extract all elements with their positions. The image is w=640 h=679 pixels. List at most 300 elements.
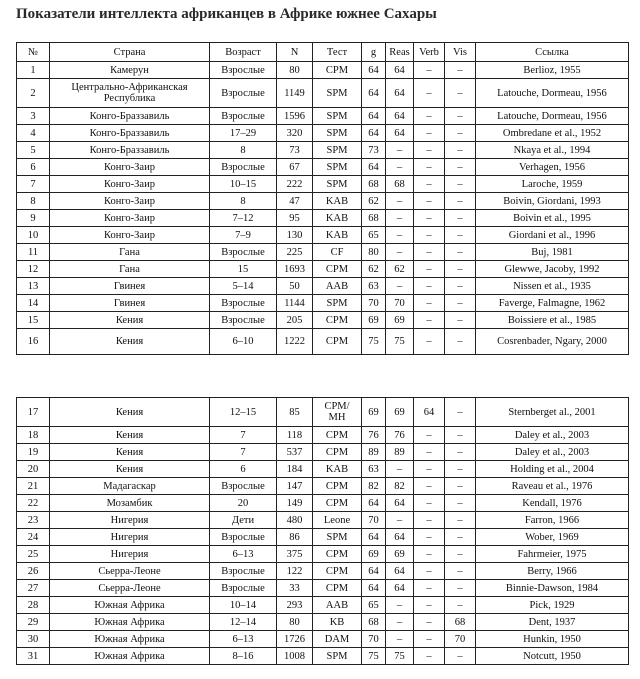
cell-vis: – [445, 398, 476, 427]
cell-reas: 69 [386, 398, 414, 427]
cell-reference: Glewwe, Jacoby, 1992 [476, 261, 629, 278]
cell-reas: – [386, 461, 414, 478]
cell-test: SPM [313, 159, 362, 176]
cell-g: 73 [362, 142, 386, 159]
cell-number: 3 [17, 108, 50, 125]
cell-age: 7 [210, 427, 277, 444]
cell-age: 8 [210, 142, 277, 159]
cell-n: 205 [277, 312, 313, 329]
cell-test: CPM [313, 312, 362, 329]
cell-test: CPM [313, 478, 362, 495]
cell-vis: – [445, 62, 476, 79]
cell-n: 225 [277, 244, 313, 261]
cell-test: KAB [313, 210, 362, 227]
cell-reas: 70 [386, 295, 414, 312]
cell-n: 80 [277, 62, 313, 79]
cell-country: Конго-Браззавиль [50, 125, 210, 142]
cell-g: 69 [362, 546, 386, 563]
cell-reas: 69 [386, 546, 414, 563]
table-row [17, 210, 629, 227]
cell-verb: – [414, 444, 445, 461]
cell-number: 29 [17, 614, 50, 631]
cell-n: 95 [277, 210, 313, 227]
cell-country: Кения [50, 329, 210, 355]
cell-reas: 64 [386, 563, 414, 580]
cell-number: 11 [17, 244, 50, 261]
cell-reference: Giordani et al., 1996 [476, 227, 629, 244]
cell-number: 2 [17, 79, 50, 108]
cell-reas: – [386, 278, 414, 295]
cell-reference: Berry, 1966 [476, 563, 629, 580]
cell-test: CPM [313, 546, 362, 563]
cell-vis: – [445, 108, 476, 125]
cell-vis: – [445, 244, 476, 261]
cell-g: 64 [362, 125, 386, 142]
cell-verb: – [414, 495, 445, 512]
cell-reference: Sternberget al., 2001 [476, 398, 629, 427]
cell-vis: – [445, 142, 476, 159]
cell-age: Взрослые [210, 159, 277, 176]
table-row [17, 159, 629, 176]
cell-g: 89 [362, 444, 386, 461]
cell-n: 1693 [277, 261, 313, 278]
cell-vis: 68 [445, 614, 476, 631]
cell-g: 64 [362, 62, 386, 79]
cell-number: 17 [17, 398, 50, 427]
cell-age: Взрослые [210, 79, 277, 108]
cell-vis: – [445, 427, 476, 444]
cell-age: 8–16 [210, 648, 277, 665]
cell-g: 75 [362, 648, 386, 665]
table-row [17, 631, 629, 648]
cell-reas: – [386, 631, 414, 648]
cell-verb: – [414, 580, 445, 597]
cell-vis: – [445, 495, 476, 512]
cell-age: 6–13 [210, 546, 277, 563]
cell-country: Мадагаскар [50, 478, 210, 495]
cell-test: AAB [313, 278, 362, 295]
cell-country: Мозамбик [50, 495, 210, 512]
table-row [17, 461, 629, 478]
cell-number: 7 [17, 176, 50, 193]
cell-country: Конго-Заир [50, 227, 210, 244]
cell-g: 70 [362, 512, 386, 529]
cell-g: 70 [362, 295, 386, 312]
cell-reference: Binnie-Dawson, 1984 [476, 580, 629, 597]
cell-n: 50 [277, 278, 313, 295]
cell-reas: 62 [386, 261, 414, 278]
cell-age: Взрослые [210, 529, 277, 546]
table-row [17, 295, 629, 312]
cell-n: 122 [277, 563, 313, 580]
cell-age: 5–14 [210, 278, 277, 295]
cell-number: 26 [17, 563, 50, 580]
cell-test: CPM [313, 444, 362, 461]
cell-reas: 69 [386, 312, 414, 329]
cell-reas: 64 [386, 125, 414, 142]
cell-reference: Latouche, Dormeau, 1956 [476, 108, 629, 125]
cell-g: 69 [362, 312, 386, 329]
cell-verb: – [414, 295, 445, 312]
cell-number: 21 [17, 478, 50, 495]
cell-test: CPM [313, 563, 362, 580]
cell-verb: – [414, 614, 445, 631]
cell-reas: 64 [386, 580, 414, 597]
cell-n: 1596 [277, 108, 313, 125]
intelligence-table-part-2 [16, 397, 629, 665]
cell-age: Взрослые [210, 108, 277, 125]
cell-test: AAB [313, 597, 362, 614]
table-row [17, 478, 629, 495]
cell-age: 17–29 [210, 125, 277, 142]
cell-number: 20 [17, 461, 50, 478]
cell-verb: – [414, 261, 445, 278]
cell-test: Leone [313, 512, 362, 529]
cell-vis: – [445, 648, 476, 665]
cell-number: 22 [17, 495, 50, 512]
cell-g: 64 [362, 529, 386, 546]
cell-vis: – [445, 580, 476, 597]
cell-reference: Laroche, 1959 [476, 176, 629, 193]
cell-verb: – [414, 159, 445, 176]
table-row [17, 329, 629, 355]
cell-vis: – [445, 79, 476, 108]
table-row [17, 427, 629, 444]
cell-test: DAM [313, 631, 362, 648]
cell-age: 12–14 [210, 614, 277, 631]
cell-vis: – [445, 546, 476, 563]
cell-test: SPM [313, 142, 362, 159]
cell-country: Конго-Заир [50, 193, 210, 210]
table-row [17, 108, 629, 125]
table-row [17, 62, 629, 79]
cell-reas: 64 [386, 495, 414, 512]
cell-n: 73 [277, 142, 313, 159]
cell-reas: 64 [386, 108, 414, 125]
cell-g: 63 [362, 278, 386, 295]
cell-vis: – [445, 461, 476, 478]
cell-test: CPM [313, 427, 362, 444]
cell-g: 68 [362, 210, 386, 227]
cell-country: Конго-Браззавиль [50, 108, 210, 125]
cell-n: 47 [277, 193, 313, 210]
cell-verb: – [414, 108, 445, 125]
cell-age: 20 [210, 495, 277, 512]
cell-number: 16 [17, 329, 50, 355]
cell-age: 8 [210, 193, 277, 210]
cell-vis: – [445, 312, 476, 329]
cell-vis: – [445, 444, 476, 461]
table-row [17, 79, 629, 108]
table-row [17, 312, 629, 329]
cell-vis: – [445, 478, 476, 495]
cell-country: Конго-Заир [50, 176, 210, 193]
cell-reas: – [386, 244, 414, 261]
cell-verb: – [414, 125, 445, 142]
table-row [17, 495, 629, 512]
cell-reas: 75 [386, 329, 414, 355]
cell-test: KAB [313, 461, 362, 478]
cell-reference: Notcutt, 1950 [476, 648, 629, 665]
cell-verb: – [414, 461, 445, 478]
table-row [17, 648, 629, 665]
cell-reference: Hunkin, 1950 [476, 631, 629, 648]
cell-country: Кения [50, 312, 210, 329]
cell-test: SPM [313, 125, 362, 142]
cell-n: 149 [277, 495, 313, 512]
cell-verb: – [414, 193, 445, 210]
table-row [17, 563, 629, 580]
cell-vis: – [445, 227, 476, 244]
cell-g: 75 [362, 329, 386, 355]
cell-number: 18 [17, 427, 50, 444]
cell-n: 1008 [277, 648, 313, 665]
cell-country: Гана [50, 261, 210, 278]
cell-country: Сьерра-Леоне [50, 563, 210, 580]
cell-number: 24 [17, 529, 50, 546]
cell-age: 10–15 [210, 176, 277, 193]
cell-vis: – [445, 597, 476, 614]
cell-n: 130 [277, 227, 313, 244]
table-row [17, 244, 629, 261]
cell-verb: – [414, 529, 445, 546]
cell-test: CPM [313, 495, 362, 512]
cell-number: 15 [17, 312, 50, 329]
cell-verb: – [414, 62, 445, 79]
header-country: Страна [50, 43, 210, 62]
table-row [17, 176, 629, 193]
cell-test: SPM [313, 648, 362, 665]
cell-g: 68 [362, 176, 386, 193]
cell-number: 4 [17, 125, 50, 142]
cell-test: SPM [313, 176, 362, 193]
cell-country: Сьерра-Леоне [50, 580, 210, 597]
cell-reference: Dent, 1937 [476, 614, 629, 631]
cell-test: KB [313, 614, 362, 631]
cell-n: 320 [277, 125, 313, 142]
header-n: N [277, 43, 313, 62]
cell-vis: – [445, 125, 476, 142]
cell-g: 64 [362, 580, 386, 597]
table-row [17, 227, 629, 244]
cell-n: 184 [277, 461, 313, 478]
header-test: Тест [313, 43, 362, 62]
cell-n: 1149 [277, 79, 313, 108]
table-row [17, 193, 629, 210]
cell-age: Взрослые [210, 478, 277, 495]
cell-g: 65 [362, 227, 386, 244]
cell-reference: Ombredane et al., 1952 [476, 125, 629, 142]
table-row [17, 597, 629, 614]
cell-reas: 76 [386, 427, 414, 444]
cell-g: 64 [362, 108, 386, 125]
cell-number: 14 [17, 295, 50, 312]
cell-reference: Holding et al., 2004 [476, 461, 629, 478]
cell-n: 80 [277, 614, 313, 631]
cell-test: CPM [313, 261, 362, 278]
cell-n: 147 [277, 478, 313, 495]
cell-age: Взрослые [210, 62, 277, 79]
cell-vis: – [445, 193, 476, 210]
intelligence-table-part-1 [16, 42, 629, 355]
cell-number: 23 [17, 512, 50, 529]
cell-reas: – [386, 193, 414, 210]
cell-verb: – [414, 176, 445, 193]
cell-country: Гвинея [50, 278, 210, 295]
cell-vis: – [445, 210, 476, 227]
cell-reas: – [386, 512, 414, 529]
cell-n: 293 [277, 597, 313, 614]
table-row [17, 261, 629, 278]
cell-verb: – [414, 478, 445, 495]
cell-number: 31 [17, 648, 50, 665]
table-row [17, 529, 629, 546]
cell-test: KAB [313, 227, 362, 244]
cell-age: Дети [210, 512, 277, 529]
cell-g: 65 [362, 597, 386, 614]
cell-age: 6–13 [210, 631, 277, 648]
cell-country: Кения [50, 427, 210, 444]
cell-reas: 75 [386, 648, 414, 665]
cell-reference: Nkaya et al., 1994 [476, 142, 629, 159]
cell-g: 76 [362, 427, 386, 444]
cell-g: 64 [362, 79, 386, 108]
cell-test: SPM [313, 79, 362, 108]
cell-country: Кения [50, 461, 210, 478]
cell-age: 6 [210, 461, 277, 478]
cell-country: Центрально-Африканская Республика [50, 79, 210, 108]
cell-reas: – [386, 142, 414, 159]
cell-g: 82 [362, 478, 386, 495]
cell-reas: 64 [386, 62, 414, 79]
cell-reference: Daley et al., 2003 [476, 427, 629, 444]
cell-number: 19 [17, 444, 50, 461]
cell-number: 1 [17, 62, 50, 79]
cell-test: SPM [313, 108, 362, 125]
cell-reference: Kendall, 1976 [476, 495, 629, 512]
cell-vis: – [445, 529, 476, 546]
cell-n: 222 [277, 176, 313, 193]
cell-reference: Berlioz, 1955 [476, 62, 629, 79]
cell-age: 7–9 [210, 227, 277, 244]
cell-reference: Fahrmeier, 1975 [476, 546, 629, 563]
cell-country: Конго-Заир [50, 210, 210, 227]
cell-verb: – [414, 563, 445, 580]
page-title: Показатели интеллекта африканцев в Африке южнее Сахары [16, 6, 437, 22]
cell-verb: – [414, 631, 445, 648]
cell-reference: Cosrenbader, Ngary, 2000 [476, 329, 629, 355]
cell-g: 62 [362, 261, 386, 278]
cell-test: CPM/ MH [313, 398, 362, 427]
cell-number: 25 [17, 546, 50, 563]
cell-vis: – [445, 261, 476, 278]
cell-country: Конго-Браззавиль [50, 142, 210, 159]
header-number: № [17, 43, 50, 62]
cell-age: 6–10 [210, 329, 277, 355]
cell-n: 67 [277, 159, 313, 176]
cell-country: Гана [50, 244, 210, 261]
cell-reference: Buj, 1981 [476, 244, 629, 261]
cell-n: 1726 [277, 631, 313, 648]
cell-verb: – [414, 210, 445, 227]
cell-reference: Faverge, Falmagne, 1962 [476, 295, 629, 312]
cell-age: 12–15 [210, 398, 277, 427]
cell-country: Южная Африка [50, 631, 210, 648]
cell-reas: – [386, 210, 414, 227]
cell-country: Южная Африка [50, 648, 210, 665]
header-age: Возраст [210, 43, 277, 62]
cell-verb: – [414, 329, 445, 355]
cell-reas: 64 [386, 529, 414, 546]
cell-n: 537 [277, 444, 313, 461]
cell-reference: Nissen et al., 1935 [476, 278, 629, 295]
table-row [17, 398, 629, 427]
cell-reas: 68 [386, 176, 414, 193]
cell-reference: Boivin, Giordani, 1993 [476, 193, 629, 210]
cell-vis: 70 [445, 631, 476, 648]
cell-verb: – [414, 427, 445, 444]
table-header-row [17, 43, 629, 62]
cell-g: 80 [362, 244, 386, 261]
cell-verb: 64 [414, 398, 445, 427]
cell-vis: – [445, 563, 476, 580]
cell-reas: 82 [386, 478, 414, 495]
cell-g: 64 [362, 159, 386, 176]
cell-number: 13 [17, 278, 50, 295]
cell-reas: 64 [386, 79, 414, 108]
cell-n: 375 [277, 546, 313, 563]
cell-number: 5 [17, 142, 50, 159]
cell-reas: – [386, 227, 414, 244]
cell-country: Южная Африка [50, 614, 210, 631]
cell-age: Взрослые [210, 295, 277, 312]
cell-number: 12 [17, 261, 50, 278]
cell-test: SPM [313, 295, 362, 312]
cell-age: Взрослые [210, 580, 277, 597]
cell-reference: Verhagen, 1956 [476, 159, 629, 176]
cell-verb: – [414, 79, 445, 108]
cell-age: Взрослые [210, 244, 277, 261]
cell-reference: Wober, 1969 [476, 529, 629, 546]
header-g: g [362, 43, 386, 62]
table-row [17, 444, 629, 461]
cell-vis: – [445, 278, 476, 295]
cell-n: 118 [277, 427, 313, 444]
cell-number: 28 [17, 597, 50, 614]
table-row [17, 125, 629, 142]
cell-country: Нигерия [50, 529, 210, 546]
cell-age: 7–12 [210, 210, 277, 227]
cell-number: 27 [17, 580, 50, 597]
cell-reas: – [386, 614, 414, 631]
cell-test: CPM [313, 329, 362, 355]
cell-reference: Raveau et al., 1976 [476, 478, 629, 495]
cell-reference: Boivin et al., 1995 [476, 210, 629, 227]
cell-vis: – [445, 159, 476, 176]
table-row [17, 142, 629, 159]
cell-reference: Pick, 1929 [476, 597, 629, 614]
cell-verb: – [414, 546, 445, 563]
cell-country: Кения [50, 398, 210, 427]
cell-number: 10 [17, 227, 50, 244]
cell-verb: – [414, 648, 445, 665]
cell-n: 85 [277, 398, 313, 427]
cell-verb: – [414, 227, 445, 244]
cell-g: 69 [362, 398, 386, 427]
cell-country: Нигерия [50, 512, 210, 529]
header-verb: Verb [414, 43, 445, 62]
cell-vis: – [445, 329, 476, 355]
